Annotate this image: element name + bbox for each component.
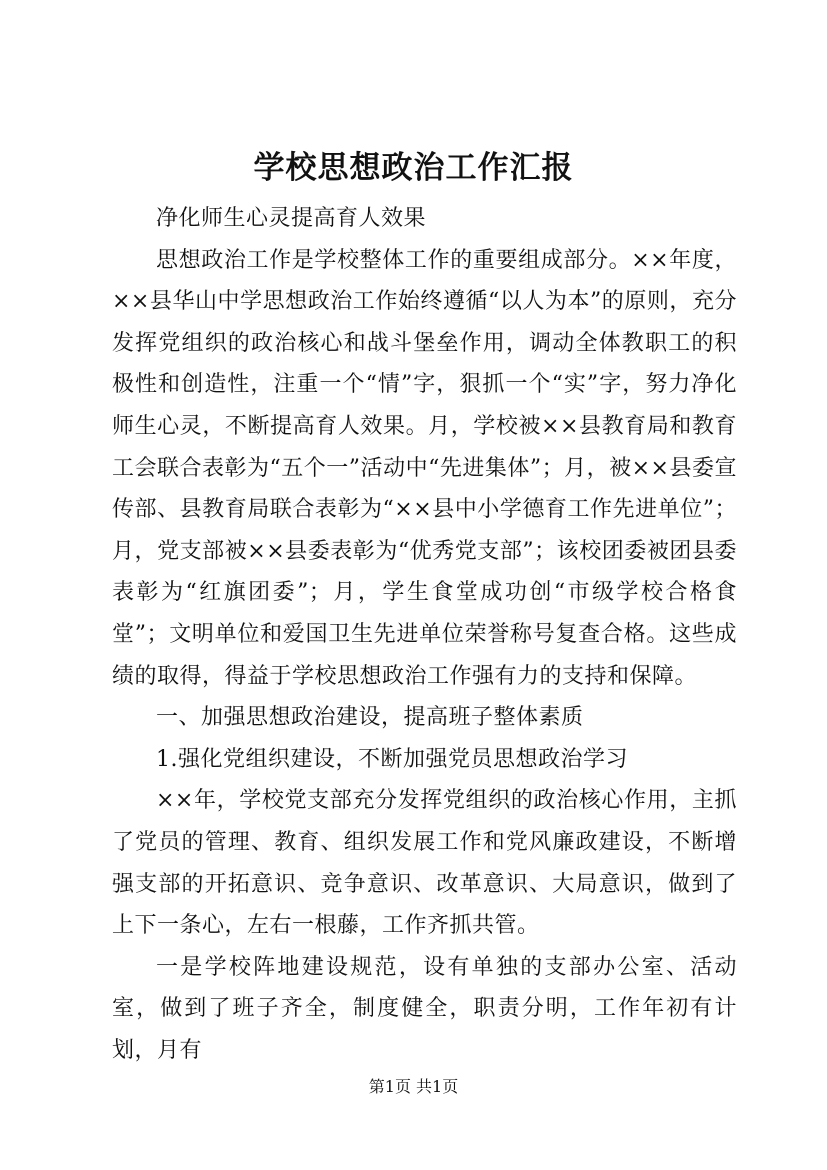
body-paragraph: 一是学校阵地建设规范，设有单独的支部办公室、活动室，做到了班子齐全，制度健全，职责分明，工作年初有计划，月有: [112, 954, 737, 1063]
subtitle-paragraph: 净化师生心灵提高育人效果: [156, 206, 427, 231]
body-paragraph: ××年，学校党支部充分发挥党组织的政治核心作用，主抓了党员的管理、教育、组织发展工作和党风廉政建设，不断增强支部的开拓意识、竞争意识、改革意识、大局意识，做到了上下一条心，左右一根藤，工作齐抓共管。: [112, 788, 737, 939]
subsection-heading-1-1: 1.强化党组织建设，不断加强党员思想政治学习: [156, 746, 628, 772]
document-body: [112, 198, 737, 1071]
intro-paragraph: 思想政治工作是学校整体工作的重要组成部分。××年度，××县华山中学思想政治工作始终遵循“以人为本”的原则，充分发挥党组织的政治核心和战斗堡垒作用，调动全体教职工的积极性和创造性，注重一个“情”字，狠抓一个“实”字，努力净化师生心灵，不断提高育人效果。月，学校被××县教育局和教育工会联合表彰为“五个一”活动中“先进集体”；月，被××县委宣传部、县教育局联合表彰为“××县中小学德育工作先进单位”；月，党支部被××县委表彰为“优秀党支部”；该校团委被团县委表彰为“红旗团委”；月，学生食堂成功创“市级学校合格食堂”；文明单位和爱国卫生先进单位荣誉称号复查合格。这些成绩的取得，得益于学校思想政治工作强有力的支持和保障。: [112, 247, 737, 689]
section-heading-1: 一、加强思想政治建设，提高班子整体素质: [156, 705, 584, 731]
page-indicator: 第1页 共1页: [368, 1077, 459, 1096]
document-title: 学校思想政治工作汇报: [253, 150, 574, 186]
